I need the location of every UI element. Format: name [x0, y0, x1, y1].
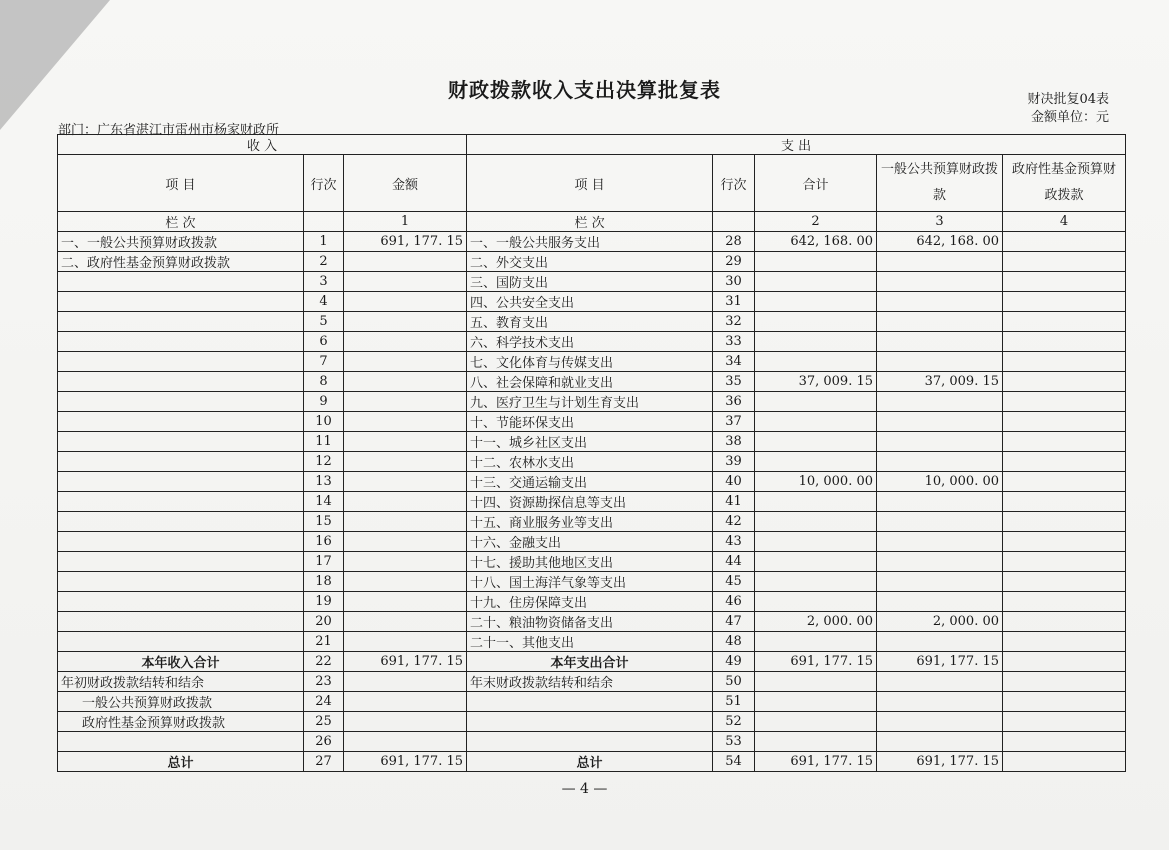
table-cell-out-no: 43	[713, 532, 755, 552]
table-cell-in-amt	[344, 592, 467, 612]
table-cell-total	[755, 672, 877, 692]
table-cell-in-amt	[344, 272, 467, 292]
table-cell-fund	[1003, 352, 1126, 372]
table-cell-in-item	[58, 292, 304, 312]
table-cell-total	[755, 392, 877, 412]
table-cell-in-amt	[344, 392, 467, 412]
table-row	[58, 232, 1126, 252]
table-cell-general	[877, 452, 1003, 472]
table-cell-out-no: 54	[713, 752, 755, 772]
table-cell-out-item: 十、节能环保支出	[467, 412, 713, 432]
table-cell-fund	[1003, 552, 1126, 572]
table-cell-in-amt	[344, 612, 467, 632]
table-cell-out-item: 本年支出合计	[467, 652, 713, 672]
table-cell-out-item: 九、医疗卫生与计划生育支出	[467, 392, 713, 412]
table-cell-in-item	[58, 532, 304, 552]
table-cell-general	[877, 312, 1003, 332]
table-cell-out-item: 十五、商业服务业等支出	[467, 512, 713, 532]
table-row	[58, 292, 1126, 312]
table-cell-in-amt	[344, 572, 467, 592]
table-cell-out-no: 39	[713, 452, 755, 472]
table-row	[58, 472, 1126, 492]
table-cell-out-no: 37	[713, 412, 755, 432]
table-cell-in-amt: 691, 177. 15	[344, 752, 467, 772]
table-cell-out-item: 十七、援助其他地区支出	[467, 552, 713, 572]
table-cell-fund	[1003, 452, 1126, 472]
table-cell-fund	[1003, 612, 1126, 632]
expense-line-header: 行次	[713, 155, 755, 212]
table-row	[58, 632, 1126, 652]
table-cell-total	[755, 492, 877, 512]
table-cell-out-item: 十二、农林水支出	[467, 452, 713, 472]
table-row	[58, 532, 1126, 552]
table-cell-fund	[1003, 732, 1126, 752]
header-row-index	[58, 212, 1126, 232]
table-row	[58, 352, 1126, 372]
table-cell-out-no: 29	[713, 252, 755, 272]
table-row	[58, 712, 1126, 732]
table-cell-fund	[1003, 332, 1126, 352]
table-cell-in-no: 5	[304, 312, 344, 332]
table-cell-out-item: 五、教育支出	[467, 312, 713, 332]
table-cell-fund	[1003, 652, 1126, 672]
table-cell-in-no: 22	[304, 652, 344, 672]
income-amount-header: 金额	[344, 155, 467, 212]
table-cell-general: 691, 177. 15	[877, 652, 1003, 672]
table-cell-out-no: 51	[713, 692, 755, 712]
table-cell-out-item	[467, 712, 713, 732]
expense-item-header: 项 目	[467, 155, 713, 212]
table-cell-in-item: 一般公共预算财政拨款	[58, 692, 304, 712]
table-cell-in-item	[58, 512, 304, 532]
table-cell-out-item: 三、国防支出	[467, 272, 713, 292]
table-cell-total: 691, 177. 15	[755, 752, 877, 772]
table-cell-out-no: 44	[713, 552, 755, 572]
table-cell-total	[755, 352, 877, 372]
table-cell-general	[877, 432, 1003, 452]
table-row	[58, 572, 1126, 592]
table-cell-in-no: 18	[304, 572, 344, 592]
col-index-4: 4	[1003, 212, 1126, 232]
table-cell-in-no: 11	[304, 432, 344, 452]
table-cell-in-amt	[344, 632, 467, 652]
table-cell-out-no: 32	[713, 312, 755, 332]
table-cell-in-amt	[344, 472, 467, 492]
table-cell-general	[877, 712, 1003, 732]
table-cell-fund	[1003, 632, 1126, 652]
table-cell-in-no: 3	[304, 272, 344, 292]
table-cell-in-no: 13	[304, 472, 344, 492]
table-cell-out-item: 八、社会保障和就业支出	[467, 372, 713, 392]
table-cell-general	[877, 552, 1003, 572]
table-cell-out-item: 十一、城乡社区支出	[467, 432, 713, 452]
table-cell-in-no: 1	[304, 232, 344, 252]
table-cell-general	[877, 252, 1003, 272]
table-cell-general	[877, 632, 1003, 652]
table-cell-in-item: 年初财政拨款结转和结余	[58, 672, 304, 692]
expense-section-header: 支 出	[467, 135, 1126, 155]
table-cell-fund	[1003, 312, 1126, 332]
table-cell-in-amt: 691, 177. 15	[344, 652, 467, 672]
folded-corner	[0, 0, 110, 130]
table-cell-total	[755, 412, 877, 432]
table-row	[58, 612, 1126, 632]
table-cell-out-item: 十八、国土海洋气象等支出	[467, 572, 713, 592]
budget-table	[57, 134, 1126, 772]
table-cell-fund	[1003, 272, 1126, 292]
table-cell-total	[755, 452, 877, 472]
table-cell-total	[755, 712, 877, 732]
table-cell-in-no: 2	[304, 252, 344, 272]
table-cell-in-no: 15	[304, 512, 344, 532]
form-number: 财决批复04表	[1027, 92, 1109, 107]
table-cell-in-amt	[344, 292, 467, 312]
table-cell-in-no: 25	[304, 712, 344, 732]
table-cell-out-no: 41	[713, 492, 755, 512]
table-cell-fund	[1003, 492, 1126, 512]
col-index-1: 1	[344, 212, 467, 232]
table-cell-in-no: 8	[304, 372, 344, 392]
table-cell-fund	[1003, 752, 1126, 772]
table-cell-in-no: 14	[304, 492, 344, 512]
table-row	[58, 512, 1126, 532]
table-cell-in-item	[58, 452, 304, 472]
table-cell-in-amt	[344, 672, 467, 692]
table-cell-in-no: 4	[304, 292, 344, 312]
table-cell-in-no: 9	[304, 392, 344, 412]
table-cell-in-amt	[344, 692, 467, 712]
table-row	[58, 272, 1126, 292]
table-cell-general: 10, 000. 00	[877, 472, 1003, 492]
table-cell-in-amt	[344, 332, 467, 352]
table-cell-in-item	[58, 372, 304, 392]
table-cell-out-item: 二十、粮油物资储备支出	[467, 612, 713, 632]
table-row	[58, 752, 1126, 772]
header-row-section	[58, 135, 1126, 155]
table-cell-total: 37, 009. 15	[755, 372, 877, 392]
table-cell-fund	[1003, 412, 1126, 432]
table-cell-in-item	[58, 552, 304, 572]
table-cell-in-amt	[344, 412, 467, 432]
table-cell-in-item	[58, 632, 304, 652]
table-cell-out-item	[467, 692, 713, 712]
table-cell-out-no: 33	[713, 332, 755, 352]
table-cell-fund	[1003, 432, 1126, 452]
income-col-label: 栏 次	[58, 212, 304, 232]
table-row	[58, 392, 1126, 412]
table-cell-in-no: 6	[304, 332, 344, 352]
table-cell-in-amt	[344, 712, 467, 732]
table-cell-fund	[1003, 472, 1126, 492]
table-cell-fund	[1003, 252, 1126, 272]
table-cell-general: 37, 009. 15	[877, 372, 1003, 392]
table-cell-total	[755, 692, 877, 712]
table-cell-out-item: 四、公共安全支出	[467, 292, 713, 312]
table-cell-general	[877, 332, 1003, 352]
table-row	[58, 732, 1126, 752]
table-cell-in-no: 21	[304, 632, 344, 652]
income-section-header: 收 入	[58, 135, 467, 155]
table-cell-in-no: 27	[304, 752, 344, 772]
table-row	[58, 312, 1126, 332]
table-cell-out-item: 二十一、其他支出	[467, 632, 713, 652]
table-cell-in-no: 10	[304, 412, 344, 432]
table-cell-out-no: 50	[713, 672, 755, 692]
table-cell-fund	[1003, 672, 1126, 692]
table-cell-in-item	[58, 332, 304, 352]
table-cell-general	[877, 492, 1003, 512]
table-cell-out-item: 总计	[467, 752, 713, 772]
table-cell-general	[877, 732, 1003, 752]
table-cell-out-no: 47	[713, 612, 755, 632]
table-cell-in-item: 总计	[58, 752, 304, 772]
table-cell-out-item: 十三、交通运输支出	[467, 472, 713, 492]
department-label: 部门：广东省湛江市雷州市杨家财政所	[58, 123, 280, 138]
table-cell-fund	[1003, 712, 1126, 732]
table-cell-in-item	[58, 312, 304, 332]
table-cell-in-item	[58, 572, 304, 592]
table-cell-out-item: 六、科学技术支出	[467, 332, 713, 352]
table-cell-out-no: 31	[713, 292, 755, 312]
table-cell-out-item	[467, 732, 713, 752]
table-cell-out-item: 七、文化体育与传媒支出	[467, 352, 713, 372]
table-cell-fund	[1003, 592, 1126, 612]
table-cell-fund	[1003, 292, 1126, 312]
table-row	[58, 252, 1126, 272]
table-cell-fund	[1003, 372, 1126, 392]
table-cell-out-no: 40	[713, 472, 755, 492]
table-row	[58, 672, 1126, 692]
table-cell-in-amt	[344, 452, 467, 472]
table-cell-fund	[1003, 512, 1126, 532]
gov-fund-header: 政府性基金预算财政拨款	[1003, 155, 1126, 212]
table-cell-in-amt	[344, 492, 467, 512]
table-cell-in-item	[58, 352, 304, 372]
table-cell-in-item	[58, 492, 304, 512]
table-cell-general: 691, 177. 15	[877, 752, 1003, 772]
table-cell-total	[755, 552, 877, 572]
table-row	[58, 652, 1126, 672]
table-cell-out-item: 十九、住房保障支出	[467, 592, 713, 612]
col-index-2: 2	[755, 212, 877, 232]
table-cell-in-item	[58, 472, 304, 492]
table-cell-in-item	[58, 612, 304, 632]
table-row	[58, 372, 1126, 392]
table-cell-out-no: 42	[713, 512, 755, 532]
table-cell-total	[755, 532, 877, 552]
table-row	[58, 492, 1126, 512]
header-row-columns	[58, 155, 1126, 212]
table-cell-in-item	[58, 392, 304, 412]
table-cell-in-item	[58, 592, 304, 612]
table-cell-out-no: 45	[713, 572, 755, 592]
table-cell-out-no: 46	[713, 592, 755, 612]
table-cell-out-no: 28	[713, 232, 755, 252]
table-cell-general	[877, 352, 1003, 372]
table-cell-total	[755, 312, 877, 332]
table-cell-out-no: 30	[713, 272, 755, 292]
table-cell-total	[755, 432, 877, 452]
income-item-header: 项 目	[58, 155, 304, 212]
table-cell-in-no: 12	[304, 452, 344, 472]
table-cell-in-amt	[344, 352, 467, 372]
table-cell-in-amt	[344, 552, 467, 572]
col-index-3: 3	[877, 212, 1003, 232]
table-cell-total	[755, 292, 877, 312]
table-cell-in-item: 本年收入合计	[58, 652, 304, 672]
table-row	[58, 412, 1126, 432]
table-cell-out-item: 十四、资源勘探信息等支出	[467, 492, 713, 512]
table-row	[58, 432, 1126, 452]
table-cell-total: 691, 177. 15	[755, 652, 877, 672]
table-cell-out-no: 34	[713, 352, 755, 372]
table-cell-general	[877, 672, 1003, 692]
table-cell-in-item	[58, 272, 304, 292]
table-row	[58, 592, 1126, 612]
table-cell-out-item: 二、外交支出	[467, 252, 713, 272]
table-cell-total: 2, 000. 00	[755, 612, 877, 632]
table-cell-in-no: 17	[304, 552, 344, 572]
expense-col-label: 栏 次	[467, 212, 713, 232]
table-cell-fund	[1003, 572, 1126, 592]
table-cell-general	[877, 572, 1003, 592]
table-cell-in-amt	[344, 512, 467, 532]
table-cell-in-no: 20	[304, 612, 344, 632]
table-cell-total	[755, 592, 877, 612]
table-cell-in-amt	[344, 532, 467, 552]
table-cell-fund	[1003, 692, 1126, 712]
table-cell-general: 2, 000. 00	[877, 612, 1003, 632]
table-cell-out-no: 35	[713, 372, 755, 392]
table-cell-total: 10, 000. 00	[755, 472, 877, 492]
table-cell-in-no: 26	[304, 732, 344, 752]
table-cell-total: 642, 168. 00	[755, 232, 877, 252]
table-cell-general	[877, 512, 1003, 532]
income-line-header: 行次	[304, 155, 344, 212]
expense-col-empty	[713, 212, 755, 232]
table-cell-total	[755, 632, 877, 652]
table-cell-total	[755, 572, 877, 592]
table-cell-total	[755, 332, 877, 352]
page-title: 财政拨款收入支出决算批复表	[448, 78, 721, 102]
table-cell-in-item	[58, 412, 304, 432]
table-cell-in-item	[58, 432, 304, 452]
table-cell-in-item: 一、一般公共预算财政拨款	[58, 232, 304, 252]
expense-total-header: 合计	[755, 155, 877, 212]
table-cell-out-no: 53	[713, 732, 755, 752]
table-cell-in-amt	[344, 312, 467, 332]
table-cell-general	[877, 292, 1003, 312]
table-cell-in-amt	[344, 432, 467, 452]
table-cell-in-amt	[344, 372, 467, 392]
table-cell-in-no: 16	[304, 532, 344, 552]
table-cell-total	[755, 512, 877, 532]
table-cell-fund	[1003, 392, 1126, 412]
table-cell-in-no: 24	[304, 692, 344, 712]
table-row	[58, 332, 1126, 352]
table-cell-out-no: 52	[713, 712, 755, 732]
table-cell-in-item: 政府性基金预算财政拨款	[58, 712, 304, 732]
table-cell-general	[877, 692, 1003, 712]
general-budget-header: 一般公共预算财政拨款	[877, 155, 1003, 212]
table-cell-total	[755, 732, 877, 752]
table-cell-in-no: 23	[304, 672, 344, 692]
income-col-empty	[304, 212, 344, 232]
table-cell-general	[877, 272, 1003, 292]
table-cell-in-amt	[344, 252, 467, 272]
table-cell-total	[755, 252, 877, 272]
table-cell-total	[755, 272, 877, 292]
table-cell-out-item: 一、一般公共服务支出	[467, 232, 713, 252]
table-cell-general	[877, 592, 1003, 612]
table-cell-out-no: 48	[713, 632, 755, 652]
table-cell-general	[877, 412, 1003, 432]
table-cell-out-no: 36	[713, 392, 755, 412]
table-cell-out-no: 38	[713, 432, 755, 452]
table-cell-in-item	[58, 732, 304, 752]
table-cell-general: 642, 168. 00	[877, 232, 1003, 252]
table-cell-in-item: 二、政府性基金预算财政拨款	[58, 252, 304, 272]
table-row	[58, 692, 1126, 712]
amount-unit: 金额单位：元	[1030, 110, 1109, 125]
table-cell-in-no: 19	[304, 592, 344, 612]
page-number: — 4 —	[561, 781, 608, 797]
table-row	[58, 552, 1126, 572]
table-cell-in-amt: 691, 177. 15	[344, 232, 467, 252]
table-cell-general	[877, 532, 1003, 552]
table-cell-out-item: 十六、金融支出	[467, 532, 713, 552]
table-cell-out-item: 年末财政拨款结转和结余	[467, 672, 713, 692]
table-cell-out-no: 49	[713, 652, 755, 672]
table-cell-in-amt	[344, 732, 467, 752]
table-cell-fund	[1003, 532, 1126, 552]
table-cell-in-no: 7	[304, 352, 344, 372]
table-row	[58, 452, 1126, 472]
table-cell-fund	[1003, 232, 1126, 252]
table-cell-general	[877, 392, 1003, 412]
